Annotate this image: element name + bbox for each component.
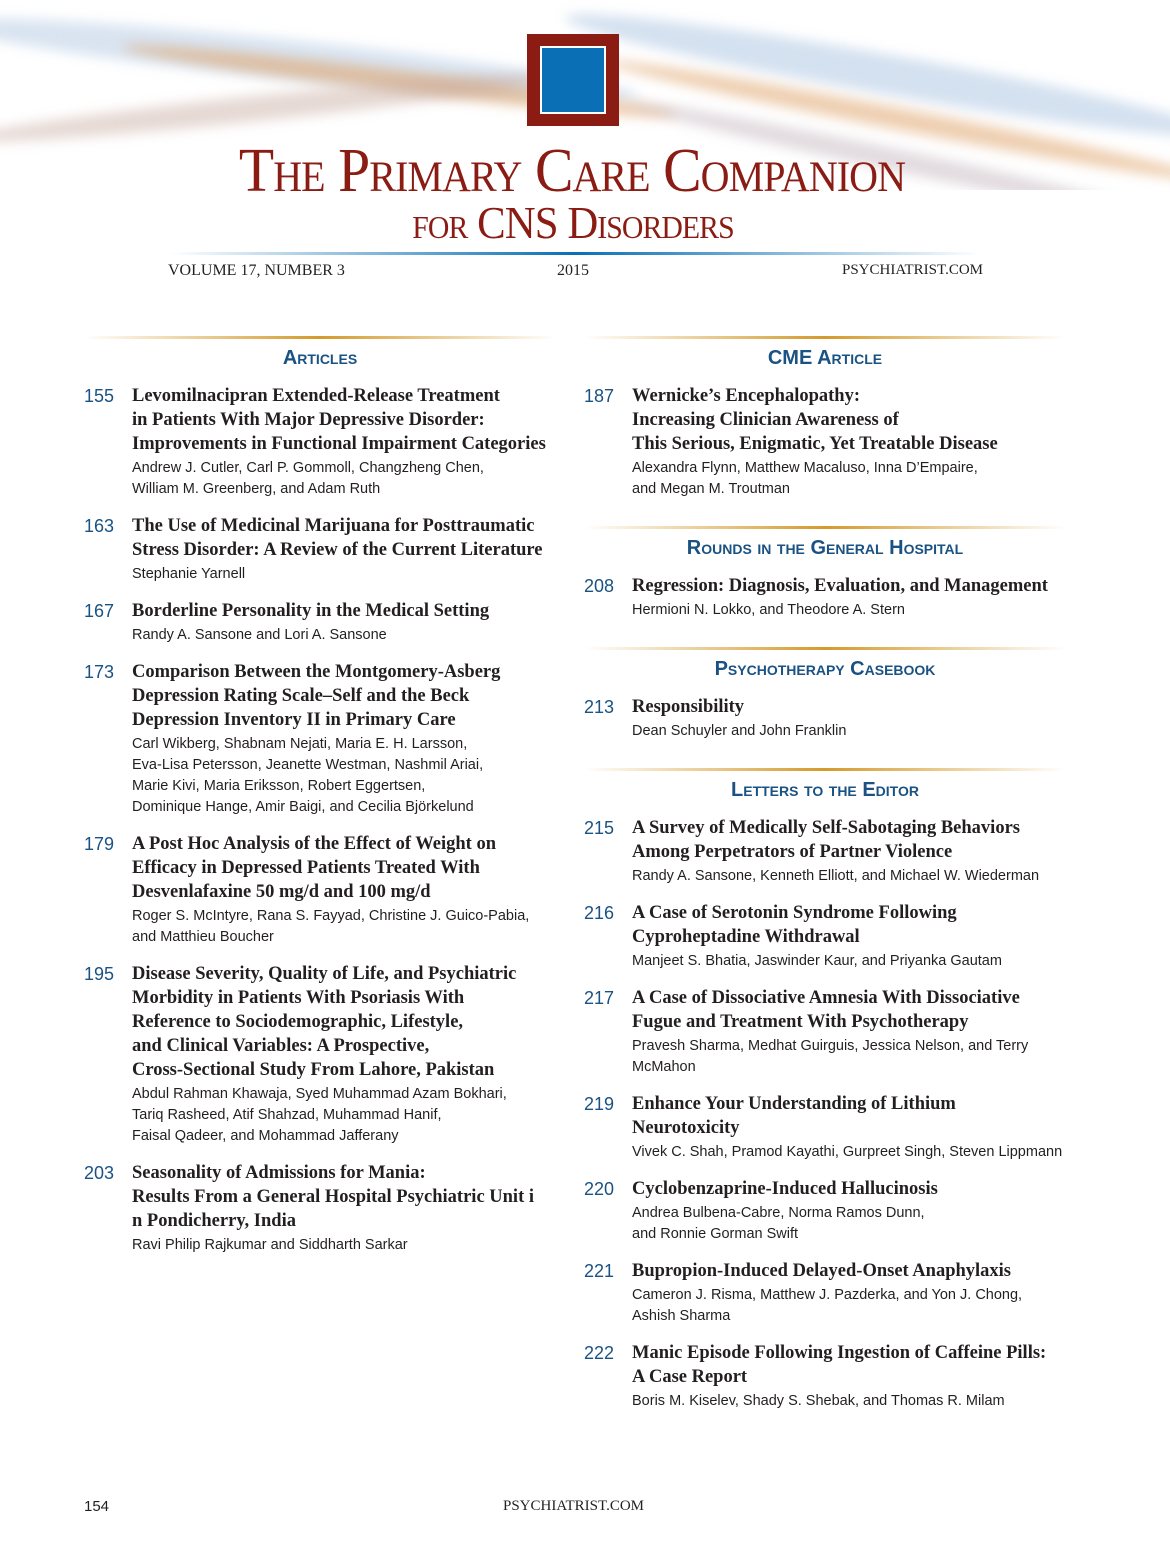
header-divider [170,252,980,255]
toc-entry[interactable] [84,660,556,818]
article-title[interactable]: A Post Hoc Analysis of the Effect of Weight on Efficacy in Depressed Patients Treated With Desvenlafaxine 50 mg/d and 100 mg/d [132,834,496,902]
page-ref: 222 [584,1343,615,1363]
volume-number: VOLUME 17, NUMBER 3 [168,262,345,279]
article-title[interactable]: Disease Severity, Quality of Life, and Psychiatric Morbidity in Patients With Psoriasis With Reference to Sociodemographic, Lifestyle, and Clinical Variables: A Prospective, Cross-Sectional Study From Lahore, Pakistan [132,964,517,1080]
article-authors: Manjeet S. Bhatia, Jaswinder Kaur, and Priyanka Gautam [632,953,1002,969]
page-ref: 179 [84,834,115,854]
section-divider [584,526,1066,529]
toc-entry[interactable] [584,1341,1066,1412]
article-authors: Roger S. McIntyre, Rana S. Fayyad, Christine J. Guico-Pabia, and Matthieu Boucher [132,908,530,945]
page-ref: 221 [584,1261,615,1281]
journal-title: The Primary Care Companion [238,137,906,205]
page-ref: 155 [84,386,115,406]
article-title[interactable]: Manic Episode Following Ingestion of Caffeine Pills: A Case Report [632,1343,1047,1387]
page-ref: 203 [84,1163,115,1183]
article-authors: Andrew J. Cutler, Carl P. Gommoll, Changzheng Chen, William M. Greenberg, and Adam Ruth [132,460,484,497]
article-authors: Dean Schuyler and John Franklin [632,723,847,739]
page-ref: 213 [584,697,615,717]
article-authors: Abdul Rahman Khawaja, Syed Muhammad Azam Bokhari, Tariq Rasheed, Atif Shahzad, Muhammad Hanif, Faisal Qadeer, and Mohammad Jafferany [132,1086,507,1144]
article-authors: Boris M. Kiselev, Shady S. Shebak, and Thomas R. Milam [632,1393,1005,1409]
article-title[interactable]: Levomilnacipran Extended-Release Treatment in Patients With Major Depressive Disorder: Improvements in Functional Impairment Categories [132,386,546,454]
article-title[interactable]: Wernicke’s Encephalopathy: Increasing Clinician Awareness of This Serious, Enigmatic, Yet Treatable Disease [632,386,998,454]
article-authors: Carl Wikberg, Shabnam Nejati, Maria E. H. Larsson, Eva-Lisa Petersson, Jeanette Westman, Nashmil Ariai, Marie Kivi, Maria Eriksson, Robert Eggertsen, Dominique Hange, Amir Baigi, and Cecilia Björkelund [132,736,484,815]
article-authors: Hermioni N. Lokko, and Theodore A. Stern [632,602,905,618]
article-title[interactable]: Enhance Your Understanding of Lithium Neurotoxicity [632,1094,956,1138]
article-authors: Stephanie Yarnell [132,566,246,582]
article-title[interactable]: Comparison Between the Montgomery-Asberg Depression Rating Scale–Self and the Beck Depression Inventory II in Primary Care [132,662,501,730]
article-authors: Randy A. Sansone and Lori A. Sansone [132,627,387,643]
page-ref: 167 [84,601,115,621]
section-heading: CME Article [767,347,883,369]
toc-entry[interactable] [584,1259,1066,1327]
article-authors: Randy A. Sansone, Kenneth Elliott, and Michael W. Wiederman [632,868,1040,884]
page-ref: 187 [584,386,615,406]
toc-entry[interactable] [584,1092,1066,1163]
article-title[interactable]: Seasonality of Admissions for Mania: Results From a General Hospital Psychiatric Unit i n Pondicherry, India [132,1163,534,1231]
toc-entry[interactable] [584,574,1066,621]
article-title[interactable]: A Case of Serotonin Syndrome Following Cyproheptadine Withdrawal [632,903,957,947]
toc-entry[interactable] [584,986,1066,1078]
toc-section [584,336,1066,526]
section-divider [584,647,1066,650]
article-title[interactable]: A Survey of Medically Self-Sabotaging Behaviors Among Perpetrators of Partner Violence [632,818,1020,862]
website-footer: PSYCHIATRIST.COM [503,1498,644,1514]
page-number: 154 [84,1498,110,1515]
section-heading: Letters to the Editor [731,779,919,801]
article-title[interactable]: Responsibility [632,697,745,717]
article-authors: Ravi Philip Rajkumar and Siddharth Sarkar [132,1237,408,1253]
page-ref: 173 [84,662,115,682]
page-ref: 215 [584,818,615,838]
toc-entry[interactable] [84,514,556,585]
page-ref: 219 [584,1094,615,1114]
page-ref: 220 [584,1179,615,1199]
toc-entry[interactable] [84,599,556,646]
toc-section [584,768,1066,1438]
article-authors: Andrea Bulbena-Cabre, Norma Ramos Dunn, and Ronnie Gorman Swift [632,1205,925,1242]
toc-entry[interactable] [584,384,1066,500]
toc-section [584,526,1066,647]
section-heading: Psychotherapy Casebook [714,658,936,680]
toc-entry[interactable] [84,384,556,500]
issue-year: 2015 [557,262,589,279]
articles-column [84,336,556,1270]
toc-entry[interactable] [84,1161,556,1256]
page-ref: 217 [584,988,615,1008]
toc-entry[interactable] [584,695,1066,742]
section-divider [584,336,1066,339]
article-authors: Vivek C. Shah, Pramod Kayathi, Gurpreet Singh, Steven Lippmann [632,1144,1063,1160]
right-column [584,336,1066,1438]
toc-entry[interactable] [84,962,556,1147]
toc-section [584,647,1066,768]
journal-subtitle: for CNS Disorders [412,197,734,248]
toc-entry[interactable] [584,1177,1066,1245]
article-title[interactable]: Regression: Diagnosis, Evaluation, and Management [632,576,1048,596]
article-authors: Alexandra Flynn, Matthew Macaluso, Inna D’Empaire, and Megan M. Troutman [632,460,978,497]
page-ref: 163 [84,516,115,536]
article-authors: Cameron J. Risma, Matthew J. Pazderka, and Yon J. Chong, Ashish Sharma [632,1287,1023,1324]
article-authors: Pravesh Sharma, Medhat Guirguis, Jessica Nelson, and Terry McMahon [632,1038,1029,1075]
toc-entry[interactable] [584,901,1066,972]
toc-entry[interactable] [584,816,1066,887]
website-header: PSYCHIATRIST.COM [842,262,983,278]
page-ref: 216 [584,903,615,923]
page-ref: 208 [584,576,615,596]
article-title[interactable]: A Case of Dissociative Amnesia With Dissociative Fugue and Treatment With Psychotherapy [632,988,1020,1032]
section-heading: Rounds in the General Hospital [686,537,964,559]
article-title[interactable]: Bupropion-Induced Delayed-Onset Anaphylaxis [632,1261,1012,1281]
journal-logo [527,34,619,126]
toc-entry[interactable] [84,832,556,948]
section-heading: Articles [282,347,358,369]
page-ref: 195 [84,964,115,984]
section-divider [584,768,1066,771]
section-divider [84,336,556,339]
article-title[interactable]: The Use of Medicinal Marijuana for Posttraumatic Stress Disorder: A Review of the Current Literature [132,516,543,560]
article-title[interactable]: Borderline Personality in the Medical Setting [132,601,490,621]
article-title[interactable]: Cyclobenzaprine-Induced Hallucinosis [632,1179,938,1199]
